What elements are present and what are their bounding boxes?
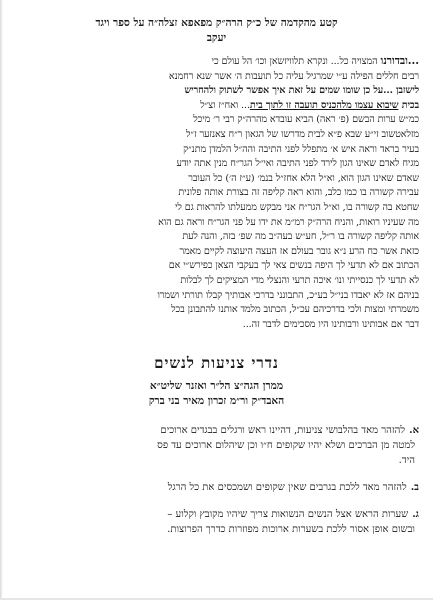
document-header — [14, 16, 419, 46]
item-number: ב. — [410, 482, 419, 494]
main-line-1-rest: המצויה כל... ונקרא תלוויזשאן וכו׳ הל עולם כי — [211, 56, 381, 67]
main-line-4-pre: בכית — [398, 99, 419, 111]
main-line-13: אותה קליפה קשורה בו ר״ל, חע״ש בעה״ב מה שפ׳ בזה, והנה לעת — [182, 231, 419, 243]
item-text: ובשום אופן אסור ללכת בשערות ארוכות מפוזרות כדרך הפרוצות. — [167, 524, 415, 536]
main-line-4-post: ... ואח״ז וצ״ל — [200, 99, 250, 111]
item-number: ג. — [412, 509, 419, 521]
main-line-9: שאדם שאינו הגון הוא, וא״ל הלא אחז״ל בנמ׳ (ע״ז ה׳) כל העובר — [188, 172, 419, 184]
list-item — [14, 480, 419, 495]
header-line-1: קטע מהקדמה של כ״ק הרה״ק מפאפא זצלה״ה על ספר ויגד — [95, 17, 338, 29]
main-line-11: שחטא בה קשורה בו, וא״ל הגר״ח אני מבקש ממעלתו להראות גם לי — [175, 201, 419, 213]
main-line-19: דבר אם אבותינו ורבותינו היו מסכימים לדבר זה... — [242, 318, 419, 330]
main-line-7: בעיר בראד וראה איש א׳ מתפלל לפני התיבה והה״ל הלמדן מתנ״ק — [183, 143, 419, 155]
subtitle-line-1: ממרן הגה״צ הל״ר ואזנר שליט״א — [149, 380, 284, 393]
scan-edge-left — [0, 0, 3, 600]
section-subtitle — [14, 379, 419, 409]
opening-word: ...ובדורנו — [380, 54, 419, 67]
item-text: למטה מן הברכים ושלא יהיו שקופים ח״ו וכן שיהלום ארוכים עד פס — [157, 440, 415, 452]
main-line-15: הכתוב אם לא תדעי לך היפה בנשים צאי לך בעקבי הצאן כפירש״י אם — [168, 260, 419, 272]
section-title: נדרי צניעות לנשים — [154, 354, 279, 373]
list-item — [14, 522, 419, 537]
main-line-16: לא תדעי לך כנסייתי ונו׳ איכה תרעי והנצלי מדי המציקים לך לבלות — [180, 274, 419, 286]
header-line-2: יעקב — [206, 32, 227, 44]
main-line-14: כזאת אשר כח הרע נ״א גובר בעולם אז העצה היעוצה לקיים מאמר — [179, 245, 419, 257]
item-number: א. — [409, 425, 419, 437]
main-line-10: עבירה קשורה בו כמו כלב, והוא ראה קליפה זה בצורת אותה פלונית — [178, 187, 419, 199]
main-line-17: בניהם אז לא יאבדו בני״ל בע״כ, התבונני בדרכי אבותיך קבלו תורתי ושמרו — [157, 289, 419, 301]
main-line-5: כמ״ש ערות הבשם (פ׳ ראה) הביא עובדא מהרה״ק רבי ר׳ מיכל — [193, 114, 419, 126]
main-line-18: משמרתי ומצות ולכי בדרכיהם עכ״ל, הכתוב מלמד אותנו להתבונן בכל — [171, 304, 419, 316]
main-line-2: רבים חללים הפילה ע״י שמרגיל עליה כל תועבות ה׳ אשר שנא רחמנא — [168, 70, 419, 82]
subtitle-line-2: האבד״ק ור״מ זכרון מאיר בני ברק — [148, 395, 285, 408]
main-line-4 — [14, 99, 419, 114]
list-item — [14, 438, 419, 453]
main-line-1 — [14, 54, 419, 70]
list-item — [14, 507, 419, 522]
list-item — [14, 453, 419, 468]
main-line-12: מה שעיניו רואות, והניח הרה״ק רמ״מ את ידו על פני הגר״ח וראה גם הוא — [158, 216, 419, 228]
list-item — [14, 423, 419, 438]
main-line-6: מזלאטשוב זי״ע שבא פ״א לבית מדרשו של הגאון ר״ח צאנזער ז״ל — [186, 128, 419, 140]
main-line-8: מגיח לאדם שאינו הגון לירד לפני התיבה ואי״ל הגר״ח מנין אתה יודע — [176, 158, 419, 170]
item-text: להזהר מאד ללכת בגרבים שאין שקופים ושמכסים את כל הרגל — [167, 482, 407, 494]
rules-list — [14, 423, 419, 537]
main-line-3: לישזבן ...על כן שומו שמים על זאת איך אפשר לשתוק ולהחריש — [184, 85, 419, 97]
underlined-phrase: שיבוא עצמו מלהכניס תועבה זו לתוך בית — [249, 99, 399, 111]
item-text: היד. — [398, 455, 415, 467]
item-text: להזהר מאד בהלבושי צניעות, דהיינו ראש ורגלים בבגדים ארוכים — [160, 425, 406, 437]
item-text: שערות הראש אצל הנשים הנשואות צריך שיהיו מקובץ וקלוע – — [167, 509, 409, 521]
main-text — [14, 54, 419, 332]
